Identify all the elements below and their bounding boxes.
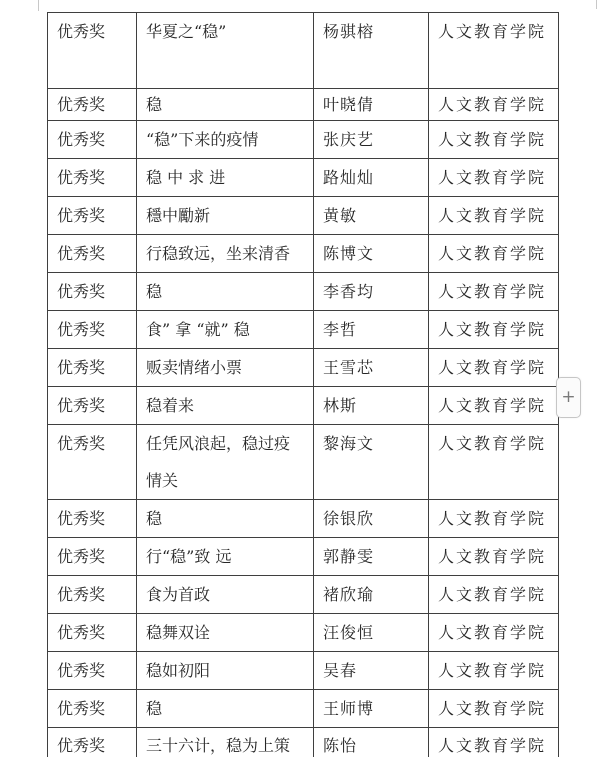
table-row bbox=[48, 576, 559, 614]
author-name-cell[interactable]: 陈怡 bbox=[314, 728, 429, 757]
author-name-cell[interactable]: 林斯 bbox=[314, 387, 429, 425]
award-cell[interactable]: 优秀奖 bbox=[48, 121, 137, 159]
author-name-cell[interactable]: 叶晓倩 bbox=[314, 89, 429, 121]
award-cell[interactable]: 优秀奖 bbox=[48, 538, 137, 576]
award-cell[interactable]: 优秀奖 bbox=[48, 425, 137, 500]
award-cell[interactable]: 优秀奖 bbox=[48, 728, 137, 757]
college-cell[interactable]: 人文教育学院 bbox=[429, 235, 559, 273]
work-title-cell[interactable]: 三十六计，稳为上策 bbox=[137, 728, 314, 757]
college-cell[interactable]: 人文教育学院 bbox=[429, 159, 559, 197]
college-cell[interactable]: 人文教育学院 bbox=[429, 349, 559, 387]
author-name-cell[interactable]: 郭静雯 bbox=[314, 538, 429, 576]
author-name-cell[interactable]: 黎海文 bbox=[314, 425, 429, 500]
award-cell[interactable]: 优秀奖 bbox=[48, 690, 137, 728]
author-name-cell[interactable]: 王雪芯 bbox=[314, 349, 429, 387]
table-row bbox=[48, 425, 559, 500]
college-cell[interactable]: 人文教育学院 bbox=[429, 89, 559, 121]
college-cell[interactable]: 人文教育学院 bbox=[429, 728, 559, 757]
table-row bbox=[48, 387, 559, 425]
award-cell[interactable]: 优秀奖 bbox=[48, 652, 137, 690]
table-row bbox=[48, 197, 559, 235]
work-title-cell[interactable]: 食” 拿 “就” 稳 bbox=[137, 311, 314, 349]
work-title-cell[interactable]: 华夏之“稳” bbox=[137, 13, 314, 89]
table-row bbox=[48, 235, 559, 273]
award-cell[interactable]: 优秀奖 bbox=[48, 197, 137, 235]
table-row bbox=[48, 13, 559, 89]
college-cell[interactable]: 人文教育学院 bbox=[429, 690, 559, 728]
college-cell[interactable]: 人文教育学院 bbox=[429, 121, 559, 159]
work-title-cell[interactable]: 稳 中 求 进 bbox=[137, 159, 314, 197]
college-cell[interactable]: 人文教育学院 bbox=[429, 576, 559, 614]
author-name-cell[interactable]: 李哲 bbox=[314, 311, 429, 349]
college-cell[interactable]: 人文教育学院 bbox=[429, 538, 559, 576]
college-cell[interactable]: 人文教育学院 bbox=[429, 652, 559, 690]
author-name-cell[interactable]: 褚欣瑜 bbox=[314, 576, 429, 614]
author-name-cell[interactable]: 王师博 bbox=[314, 690, 429, 728]
author-name-cell[interactable]: 李香均 bbox=[314, 273, 429, 311]
author-name-cell[interactable]: 杨骐榕 bbox=[314, 13, 429, 89]
table-row bbox=[48, 652, 559, 690]
table-row bbox=[48, 349, 559, 387]
table-row bbox=[48, 538, 559, 576]
work-title-cell[interactable]: 稳着来 bbox=[137, 387, 314, 425]
add-row-button[interactable]: + bbox=[556, 377, 581, 418]
award-cell[interactable]: 优秀奖 bbox=[48, 576, 137, 614]
table-row bbox=[48, 89, 559, 121]
college-cell[interactable]: 人文教育学院 bbox=[429, 13, 559, 89]
work-title-cell[interactable]: 食为首政 bbox=[137, 576, 314, 614]
table-row bbox=[48, 500, 559, 538]
table-row bbox=[48, 690, 559, 728]
college-cell[interactable]: 人文教育学院 bbox=[429, 273, 559, 311]
college-cell[interactable]: 人文教育学院 bbox=[429, 425, 559, 500]
work-title-cell[interactable]: 贩卖情绪小票 bbox=[137, 349, 314, 387]
work-title-cell[interactable]: 行稳致远，坐来清香 bbox=[137, 235, 314, 273]
award-cell[interactable]: 优秀奖 bbox=[48, 387, 137, 425]
award-cell[interactable]: 优秀奖 bbox=[48, 89, 137, 121]
award-cell[interactable]: 优秀奖 bbox=[48, 235, 137, 273]
table-row bbox=[48, 614, 559, 652]
table-row bbox=[48, 273, 559, 311]
college-cell[interactable]: 人文教育学院 bbox=[429, 614, 559, 652]
award-cell[interactable]: 优秀奖 bbox=[48, 273, 137, 311]
college-cell[interactable]: 人文教育学院 bbox=[429, 197, 559, 235]
author-name-cell[interactable]: 吴春 bbox=[314, 652, 429, 690]
award-cell[interactable]: 优秀奖 bbox=[48, 159, 137, 197]
work-title-cell[interactable]: 稳 bbox=[137, 500, 314, 538]
work-title-cell[interactable]: 任凭风浪起，稳过疫情关 bbox=[137, 425, 314, 500]
work-title-cell[interactable]: 稳如初阳 bbox=[137, 652, 314, 690]
work-title-cell[interactable]: “稳”下来的疫情 bbox=[137, 121, 314, 159]
author-name-cell[interactable]: 张庆艺 bbox=[314, 121, 429, 159]
table-row bbox=[48, 159, 559, 197]
table-row bbox=[48, 311, 559, 349]
award-cell[interactable]: 优秀奖 bbox=[48, 13, 137, 89]
college-cell[interactable]: 人文教育学院 bbox=[429, 500, 559, 538]
award-cell[interactable]: 优秀奖 bbox=[48, 614, 137, 652]
college-cell[interactable]: 人文教育学院 bbox=[429, 387, 559, 425]
author-name-cell[interactable]: 黄敏 bbox=[314, 197, 429, 235]
table-row bbox=[48, 728, 559, 757]
work-title-cell[interactable]: 行“稳”致 远 bbox=[137, 538, 314, 576]
award-cell[interactable]: 优秀奖 bbox=[48, 500, 137, 538]
college-cell[interactable]: 人文教育学院 bbox=[429, 311, 559, 349]
author-name-cell[interactable]: 徐银欣 bbox=[314, 500, 429, 538]
table-row bbox=[48, 121, 559, 159]
work-title-cell[interactable]: 稳 bbox=[137, 89, 314, 121]
author-name-cell[interactable]: 路灿灿 bbox=[314, 159, 429, 197]
work-title-cell[interactable]: 稳 bbox=[137, 690, 314, 728]
page-boundary-tick-right bbox=[596, 0, 597, 9]
page-boundary-tick-left bbox=[38, 0, 39, 11]
award-cell[interactable]: 优秀奖 bbox=[48, 349, 137, 387]
work-title-cell[interactable]: 稳舞双诠 bbox=[137, 614, 314, 652]
work-title-cell[interactable]: 稳 bbox=[137, 273, 314, 311]
award-cell[interactable]: 优秀奖 bbox=[48, 311, 137, 349]
author-name-cell[interactable]: 陈博文 bbox=[314, 235, 429, 273]
awards-table bbox=[47, 12, 559, 757]
author-name-cell[interactable]: 汪俊恒 bbox=[314, 614, 429, 652]
work-title-cell[interactable]: 穩中勵新 bbox=[137, 197, 314, 235]
